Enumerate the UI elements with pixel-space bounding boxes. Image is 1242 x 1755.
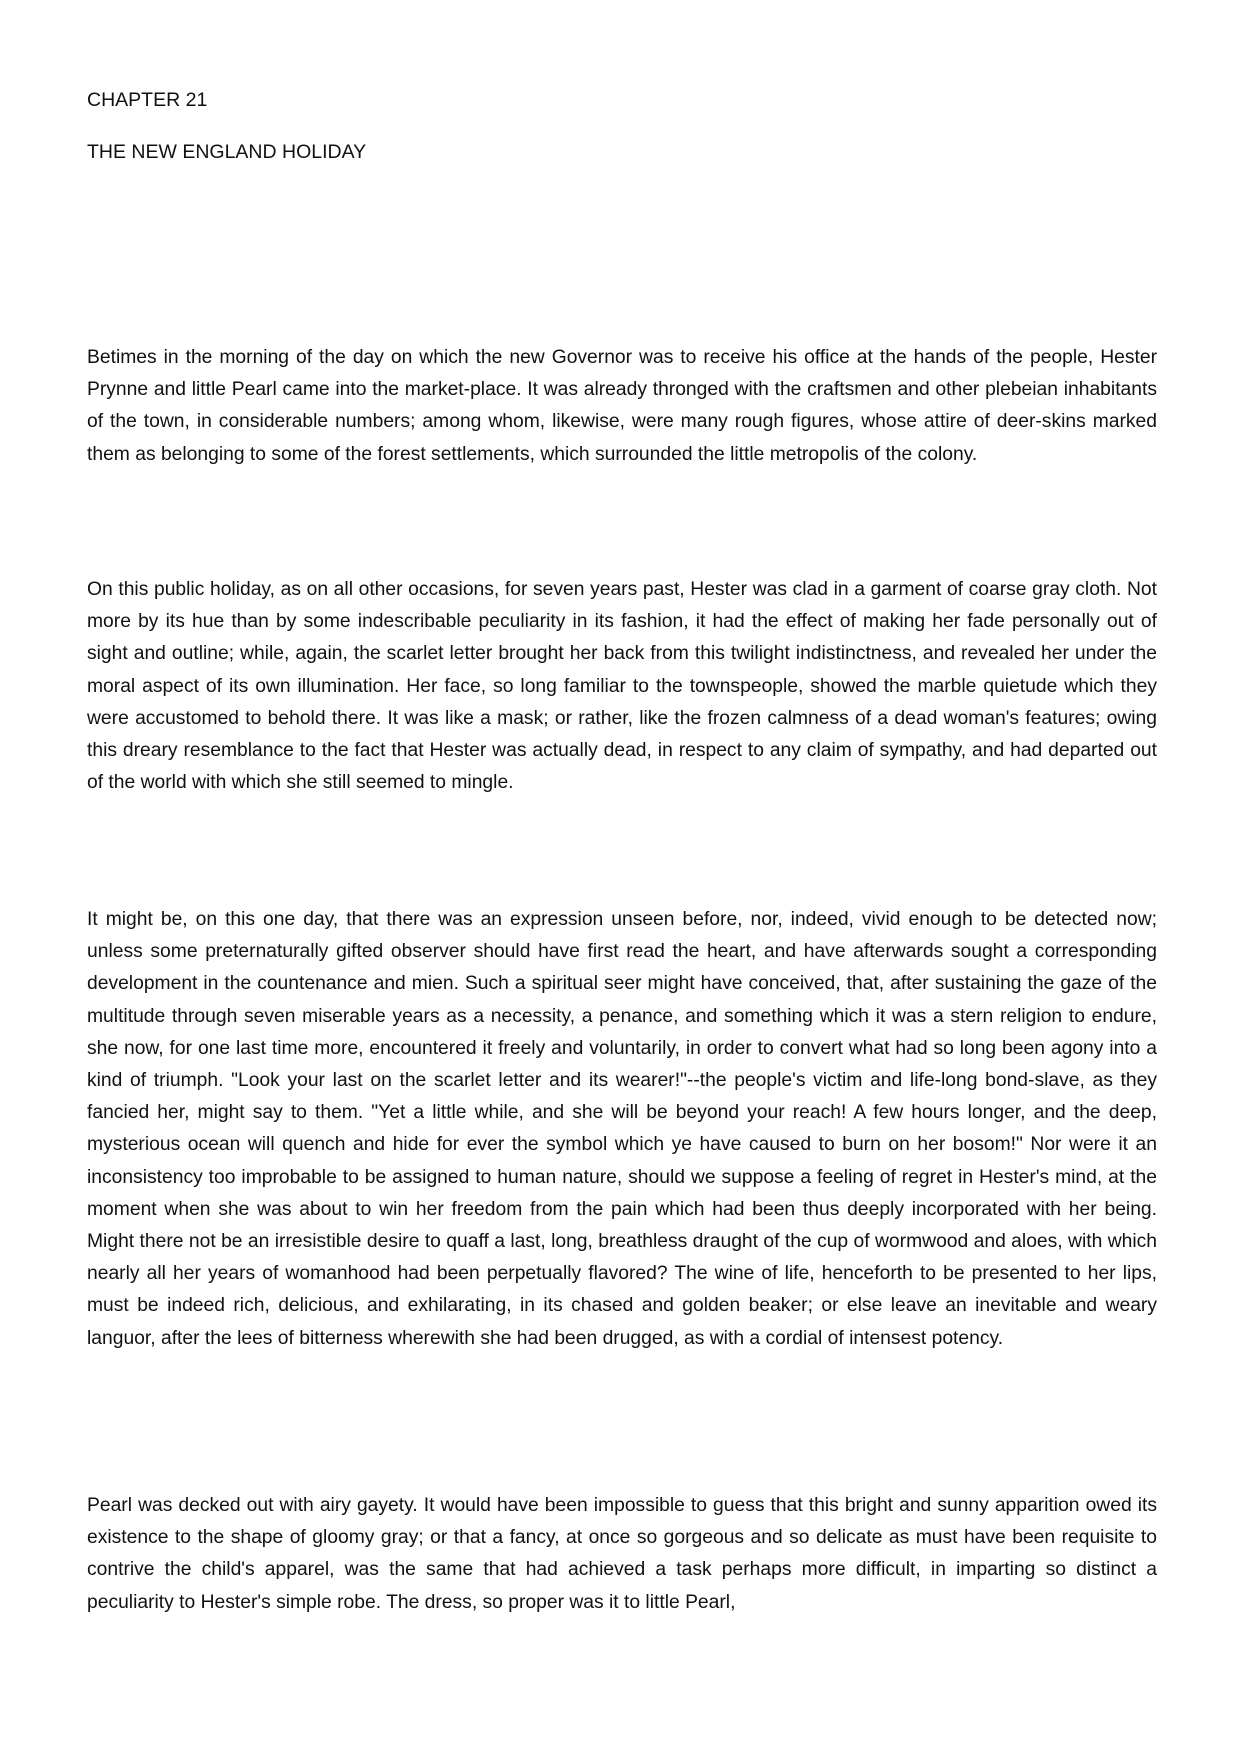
chapter-title: THE NEW ENGLAND HOLIDAY: [87, 141, 367, 163]
paragraph-2: On this public holiday, as on all other occasions, for seven years past, Hester was clad in a garment of coarse gray cloth. Not more by its hue than by some indescribable peculiarity in its fashion, it had the effect of making her fade personally out of sight and outline; while, again, the scarlet letter brought her back from this twilight indistinctness, and revealed her under the moral aspect of its own illumination. Her face, so long familiar to the townspeople, showed the marble quietude which they were accustomed to behold there. It was like a mask; or rather, like the frozen calmness of a dead woman's features; owing this dreary resemblance to the fact that Hester was actually dead, in respect to any claim of sympathy, and had departed out of the world with which she still seemed to mingle.: [87, 579, 1157, 794]
chapter-number: CHAPTER 21: [87, 89, 208, 111]
paragraph-4: Pearl was decked out with airy gayety. It would have been impossible to guess that this bright and sunny apparition owed its existence to the shape of gloomy gray; or that a fancy, at once so gorgeous and so delicate as must have been requisite to contrive the child's apparel, was the same that had achieved a task perhaps more difficult, in imparting so distinct a peculiarity to Hester's simple robe. The dress, so proper was it to little Pearl,: [87, 1495, 1157, 1613]
paragraph-1: Betimes in the morning of the day on which the new Governor was to receive his office at the hands of the people, Hester Prynne and little Pearl came into the market-place. It was already thronged with the craftsmen and other plebeian inhabitants of the town, in considerable numbers; among whom, likewise, were many rough figures, whose attire of deer-skins marked them as belonging to some of the forest settlements, which surrounded the little metropolis of the colony.: [87, 347, 1157, 465]
paragraph-3: It might be, on this one day, that there was an expression unseen before, nor, indeed, vivid enough to be detected now; unless some preternaturally gifted observer should have first read the heart, and have afterwards sought a corresponding development in the countenance and mien. Such a spiritual seer might have conceived, that, after sustaining the gaze of the multitude through seven miserable years as a necessity, a penance, and something which it was a stern religion to endure, she now, for one last time more, encountered it freely and voluntarily, in order to convert what had so long been agony into a kind of triumph. "Look your last on the scarlet letter and its wearer!"--the people's victim and life-long bond-slave, as they fancied her, might say to them. "Yet a little while, and she will be beyond your reach! A few hours longer, and the deep, mysterious ocean will quench and hide for ever the symbol which ye have caused to burn on her bosom!" Nor were it an inconsistency too improbable to be assigned to human nature, should we suppose a feeling of regret in Hester's mind, at the moment when she was about to win her freedom from the pain which had been thus deeply incorporated with her being. Might there not be an irresistible desire to quaff a last, long, breathless draught of the cup of wormwood and aloes, with which nearly all her years of womanhood had been perpetually flavored? The wine of life, henceforth to be presented to her lips, must be indeed rich, delicious, and exhilarating, in its chased and golden beaker; or else leave an inevitable and weary languor, after the lees of bitterness wherewith she had been drugged, as with a cordial of intensest potency.: [87, 909, 1157, 1349]
